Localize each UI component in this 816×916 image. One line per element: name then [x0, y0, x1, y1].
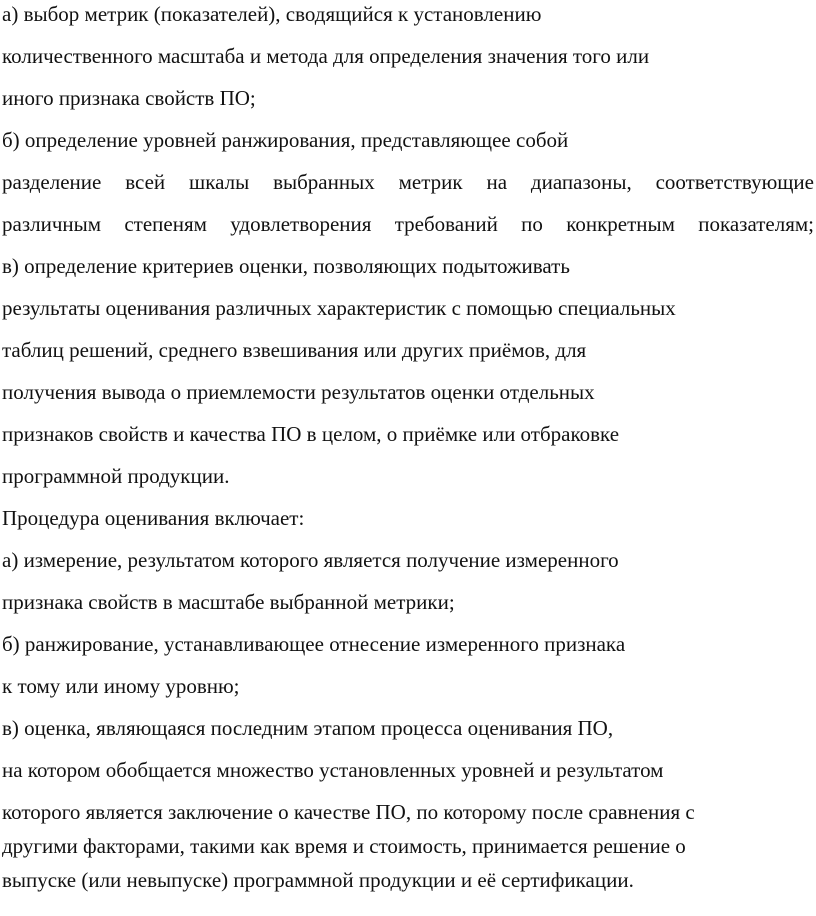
- text-line-20: которого является заключение о качестве ПО, по которому после сравнения с: [2, 800, 695, 824]
- text-line-17: к тому или иному уровню;: [2, 674, 240, 698]
- text-line-22: выпуске (или невыпуске) программной продукции и её сертификации.: [2, 868, 634, 892]
- text-line-13: Процедура оценивания включает:: [2, 506, 305, 530]
- text-line-18: в) оценка, являющаяся последним этапом процесса оценивания ПО,: [2, 716, 614, 740]
- text-line-19: на котором обобщается множество установленных уровней и результатом: [2, 758, 664, 782]
- text-line-9: таблиц решений, среднего взвешивания или других приёмов, для: [2, 338, 587, 362]
- text-line-14: а) измерение, результатом которого является получение измеренного: [2, 548, 619, 572]
- text-line-10: получения вывода о приемлемости результатов оценки отдельных: [2, 380, 595, 404]
- text-line-5: разделение всей шкалы выбранных метрик на диапазоны, соответствующие: [2, 170, 814, 194]
- text-line-21: другими факторами, такими как время и стоимость, принимается решение о: [2, 834, 686, 858]
- text-line-16: б) ранжирование, устанавливающее отнесение измеренного признака: [2, 632, 626, 656]
- text-line-8: результаты оценивания различных характеристик с помощью специальных: [2, 296, 676, 320]
- text-line-1: а) выбор метрик (показателей), сводящийся к установлению: [2, 2, 542, 26]
- text-line-11: признаков свойств и качества ПО в целом, о приёмке или отбраковке: [2, 422, 620, 446]
- text-line-12: программной продукции.: [2, 464, 230, 488]
- text-line-3: иного признака свойств ПО;: [2, 86, 256, 110]
- text-line-7: в) определение критериев оценки, позволяющих подытоживать: [2, 254, 570, 278]
- text-line-6: различным степеням удовлетворения требований по конкретным показателям;: [2, 212, 814, 236]
- text-line-2: количественного масштаба и метода для определения значения того или: [2, 44, 650, 68]
- text-line-4: б) определение уровней ранжирования, представляющее собой: [2, 128, 569, 152]
- text-line-15: признака свойств в масштабе выбранной метрики;: [2, 590, 455, 614]
